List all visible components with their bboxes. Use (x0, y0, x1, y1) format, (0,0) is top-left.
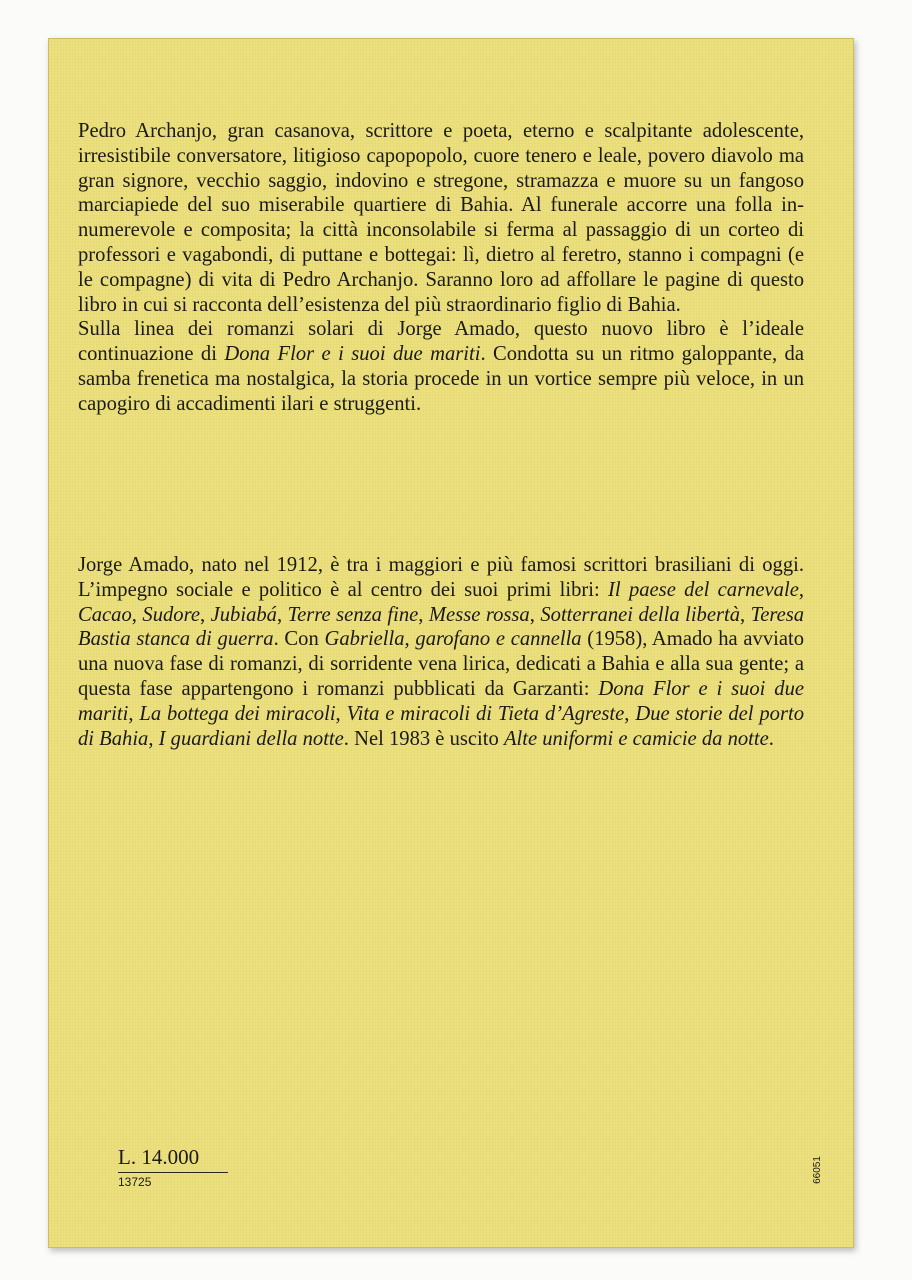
text-run: , (740, 603, 751, 626)
book-title: Gabriella, garofano e cannella (324, 628, 582, 651)
author-bio-text (78, 553, 804, 751)
book-title: Jubiabá (210, 603, 277, 626)
book-title: Terre senza fine (287, 603, 419, 626)
book-title: Messe rossa (428, 603, 530, 626)
book-title: Sotterranei della libertà (540, 603, 741, 626)
text-run: , (624, 702, 636, 725)
book-title: Due storie del porto di Bahia (78, 702, 805, 750)
blurb-text (78, 119, 804, 417)
book-title: Cacao (78, 603, 132, 626)
paragraph (78, 553, 804, 751)
book-title: Il paese del carnevale (608, 578, 799, 601)
text-run: , (276, 603, 288, 626)
book-title: Vita e miracoli di Tieta d’Agreste (346, 702, 625, 725)
text-run: (1958), Amado ha avviato una nuova fase di romanzi, di sorridente vena lirica, dedicati a Bahia e alla sua gente; a questa fase appartengono i romanzi pubblicati da Garzanti: (78, 628, 805, 700)
text-run: , (418, 603, 429, 626)
text-run: , (148, 727, 159, 750)
text-run: , (335, 702, 347, 725)
text-run: , (798, 578, 804, 601)
paragraph (78, 119, 804, 317)
text-run: . (768, 727, 774, 750)
book-title: Dona Flor e i suoi due mariti (78, 677, 804, 725)
paragraph (78, 317, 804, 416)
book-title: Alte uniformi e camicie da notte (503, 727, 769, 750)
text-run: . Con (273, 628, 325, 651)
book-title: La bottega dei miracoli (139, 702, 336, 725)
price-label: L. 14.000 (118, 1145, 228, 1173)
vertical-code: 66051 (812, 1156, 823, 1184)
text-run: . Nel 1983 è uscito (343, 727, 504, 750)
catalog-code: 13725 (118, 1175, 152, 1189)
book-title: Sudore (142, 603, 200, 626)
text-run: Sulla linea dei romanzi solari di Jorge Amado, questo nuovo libro è l’ideale continuazione di (78, 318, 804, 366)
text-run: , (131, 603, 143, 626)
book-title: I guardiani della notte (158, 727, 344, 750)
book-title: Dona Flor e i suoi due mariti (224, 343, 481, 366)
text-run: , (128, 702, 140, 725)
book-title: Teresa Bastia stanca di guerra (78, 603, 805, 651)
text-run: , (529, 603, 541, 626)
text-run: Jorge Amado, nato nel 1912, è tra i maggiori e più famosi scrittori brasiliani di oggi. L’impegno sociale e politico è al centro dei suoi primi libri: (78, 554, 804, 601)
text-run: , (199, 603, 211, 626)
text-run: . Condotta su un ritmo galoppante, da samba frenetica ma nostalgica, la storia procede in un vortice sempre più veloce, in un capogiro di accadimenti ilari e struggenti. (78, 343, 804, 415)
text-run: Pedro Archanjo, gran casanova, scrittore e poeta, eterno e scalpitante adolescente, irresistibile conversatore, litigioso capopopolo, cuore tenero e leale, povero diavolo ma gran signore, vecchio saggio, indovino e stregone, stramazza e muore su un fangoso marciapiede del suo miserabile quartiere di Bahia. Al funerale accorre una folla innumerevole e composita; la città inconsolabile si ferma al passaggio di un corteo di professori e vagabondi, di puttane e bottegai: lì, dietro al feretro, stanno i compagni (e le compagne) di vita di Pedro Archanjo. Saranno loro ad affollare le pagine di questo libro in cui si racconta dell’esistenza del più straordinario figlio di Bahia. (78, 120, 804, 316)
